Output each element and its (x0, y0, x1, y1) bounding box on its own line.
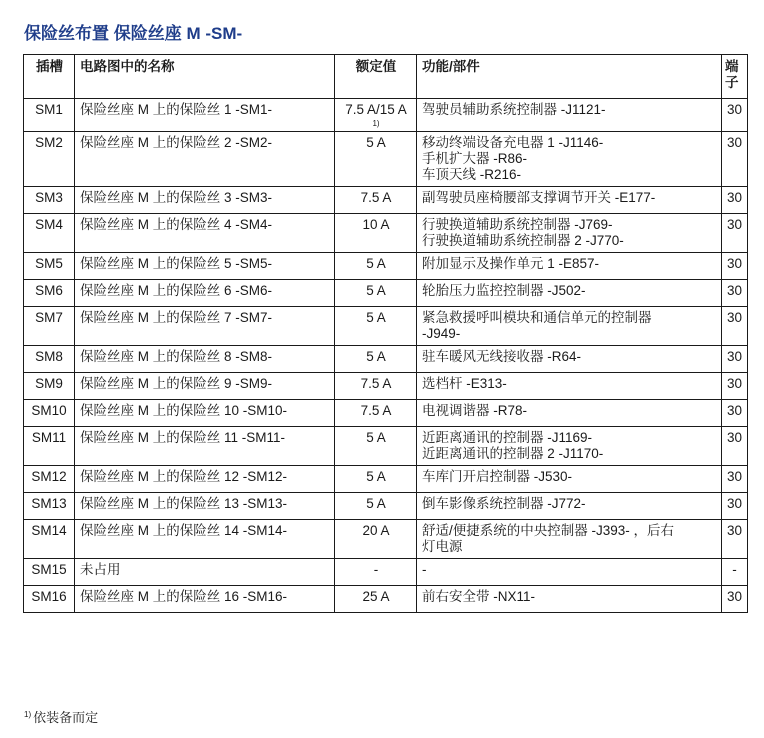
cell-terminal: 30 (722, 373, 748, 400)
footnote-marker: 1) (24, 710, 32, 719)
cell-slot: SM8 (24, 346, 75, 373)
cell-function (417, 214, 722, 253)
cell-slot: SM13 (24, 493, 75, 520)
table-row (24, 99, 748, 132)
header-name: 电路图中的名称 (75, 55, 335, 99)
cell-function (417, 307, 722, 346)
cell-name: 保险丝座 M 上的保险丝 3 -SM3- (75, 187, 335, 214)
cell-terminal: 30 (722, 520, 748, 559)
table-row (24, 520, 748, 559)
cell-terminal: 30 (722, 280, 748, 307)
cell-slot: SM4 (24, 214, 75, 253)
function-line: 车顶天线 -R216- (422, 167, 522, 182)
function-line: 电视调谐器 -R78- (422, 403, 528, 418)
rating-value: 10 A (362, 217, 390, 232)
rating-value: 5 A (366, 496, 386, 511)
cell-function (417, 373, 722, 400)
function-line: 倒车影像系统控制器 -J772- (422, 496, 586, 511)
cell-slot: SM7 (24, 307, 75, 346)
table-row (24, 373, 748, 400)
cell-name: 保险丝座 M 上的保险丝 14 -SM14- (75, 520, 335, 559)
cell-rating (335, 493, 417, 520)
cell-slot: SM3 (24, 187, 75, 214)
rating-value: 20 A (362, 523, 390, 538)
function-line: 手机扩大器 -R86- (422, 151, 528, 166)
cell-function (417, 559, 722, 586)
cell-name: 保险丝座 M 上的保险丝 5 -SM5- (75, 253, 335, 280)
cell-slot: SM5 (24, 253, 75, 280)
fuse-rows (24, 99, 748, 613)
table-row (24, 346, 748, 373)
function-line: 车库门开启控制器 -J530- (422, 469, 573, 484)
header-slot: 插槽 (24, 55, 75, 99)
cell-slot: SM15 (24, 559, 75, 586)
cell-terminal: 30 (722, 307, 748, 346)
cell-rating (335, 586, 417, 613)
cell-function (417, 253, 722, 280)
table-row (24, 187, 748, 214)
cell-name: 保险丝座 M 上的保险丝 10 -SM10- (75, 400, 335, 427)
cell-name: 保险丝座 M 上的保险丝 12 -SM12- (75, 466, 335, 493)
cell-function (417, 132, 722, 187)
cell-rating (335, 373, 417, 400)
cell-slot: SM9 (24, 373, 75, 400)
rating-value: 7.5 A (360, 403, 392, 418)
table-row (24, 307, 748, 346)
function-line: -J949- (422, 326, 461, 341)
cell-terminal: 30 (722, 346, 748, 373)
table-row (24, 586, 748, 613)
cell-terminal: 30 (722, 253, 748, 280)
function-line: 驻车暖风无线接收器 -R64- (422, 349, 582, 364)
table-row (24, 132, 748, 187)
rating-value: 5 A (366, 430, 386, 445)
function-line: 近距离通讯的控制器 -J1169- (422, 430, 593, 445)
cell-terminal: 30 (722, 99, 748, 132)
cell-name: 保险丝座 M 上的保险丝 7 -SM7- (75, 307, 335, 346)
function-line: 近距离通讯的控制器 2 -J1170- (422, 446, 604, 461)
header-function: 功能/部件 (417, 55, 722, 99)
cell-name: 保险丝座 M 上的保险丝 11 -SM11- (75, 427, 335, 466)
cell-rating (335, 99, 417, 132)
table-row (24, 493, 748, 520)
function-line: 副驾驶员座椅腰部支撑调节开关 -E177- (422, 190, 656, 205)
cell-function (417, 187, 722, 214)
table-header-row (24, 55, 748, 99)
rating-value: 7.5 A (360, 190, 392, 205)
rating-value: 5 A (366, 469, 386, 484)
table-row (24, 466, 748, 493)
rating-value: 5 A (366, 135, 386, 150)
cell-function (417, 346, 722, 373)
cell-rating (335, 400, 417, 427)
cell-function (417, 493, 722, 520)
cell-name: 未占用 (75, 559, 335, 586)
cell-rating (335, 253, 417, 280)
cell-slot: SM16 (24, 586, 75, 613)
cell-rating (335, 132, 417, 187)
cell-terminal: 30 (722, 187, 748, 214)
function-line: 附加显示及操作单元 1 -E857- (422, 256, 600, 271)
function-line: 灯电源 (422, 539, 463, 554)
function-line: 紧急救援呼叫模块和通信单元的控制器 (422, 310, 652, 325)
table-row (24, 214, 748, 253)
cell-rating (335, 427, 417, 466)
cell-function (417, 99, 722, 132)
footnote-text: 依装备而定 (33, 710, 99, 725)
cell-name: 保险丝座 M 上的保险丝 6 -SM6- (75, 280, 335, 307)
rating-value: 5 A (366, 256, 386, 271)
cell-slot: SM12 (24, 466, 75, 493)
cell-name: 保险丝座 M 上的保险丝 4 -SM4- (75, 214, 335, 253)
cell-name: 保险丝座 M 上的保险丝 13 -SM13- (75, 493, 335, 520)
cell-rating (335, 520, 417, 559)
cell-terminal: - (722, 559, 748, 586)
cell-function (417, 400, 722, 427)
cell-terminal: 30 (722, 214, 748, 253)
cell-terminal: 30 (722, 493, 748, 520)
function-line: 前右安全带 -NX11- (422, 589, 536, 604)
table-row (24, 280, 748, 307)
cell-name: 保险丝座 M 上的保险丝 16 -SM16- (75, 586, 335, 613)
cell-name: 保险丝座 M 上的保险丝 9 -SM9- (75, 373, 335, 400)
cell-slot: SM1 (24, 99, 75, 132)
cell-terminal: 30 (722, 586, 748, 613)
header-rating: 额定值 (335, 55, 417, 99)
function-line: 驾驶员辅助系统控制器 -J1121- (422, 102, 606, 117)
function-line: - (422, 562, 427, 577)
fuse-table (23, 54, 748, 613)
rating-value: 7.5 A (360, 376, 392, 391)
cell-name: 保险丝座 M 上的保险丝 1 -SM1- (75, 99, 335, 132)
cell-function (417, 586, 722, 613)
function-line: 轮胎压力监控控制器 -J502- (422, 283, 586, 298)
cell-rating (335, 559, 417, 586)
rating-value: 5 A (366, 310, 386, 325)
cell-terminal: 30 (722, 427, 748, 466)
cell-rating (335, 187, 417, 214)
table-row (24, 559, 748, 586)
function-line: 舒适/便捷系统的中央控制器 -J393- ，后右 (422, 523, 675, 538)
cell-slot: SM10 (24, 400, 75, 427)
cell-slot: SM11 (24, 427, 75, 466)
page-title: 保险丝布置 保险丝座 M -SM- (24, 24, 243, 43)
table-row (24, 427, 748, 466)
cell-rating (335, 346, 417, 373)
cell-slot: SM14 (24, 520, 75, 559)
function-line: 移动终端设备充电器 1 -J1146- (422, 135, 604, 150)
rating-value: 5 A (366, 349, 386, 364)
cell-function (417, 427, 722, 466)
rating-footnote-marker: 1) (372, 119, 380, 128)
cell-name: 保险丝座 M 上的保险丝 2 -SM2- (75, 132, 335, 187)
table-row (24, 253, 748, 280)
cell-slot: SM6 (24, 280, 75, 307)
header-terminal: 端子 (722, 55, 748, 99)
cell-rating (335, 466, 417, 493)
cell-rating (335, 307, 417, 346)
footnote (24, 707, 98, 726)
rating-value: 7.5 A/15 A (345, 102, 407, 117)
cell-name: 保险丝座 M 上的保险丝 8 -SM8- (75, 346, 335, 373)
rating-value: 5 A (366, 283, 386, 298)
function-line: 行驶换道辅助系统控制器 -J769- (422, 217, 613, 232)
cell-function (417, 280, 722, 307)
cell-function (417, 520, 722, 559)
cell-terminal: 30 (722, 466, 748, 493)
cell-function (417, 466, 722, 493)
cell-terminal: 30 (722, 132, 748, 187)
cell-slot: SM2 (24, 132, 75, 187)
rating-value: - (373, 562, 379, 577)
function-line: 选档杆 -E313- (422, 376, 507, 391)
function-line: 行驶换道辅助系统控制器 2 -J770- (422, 233, 624, 248)
cell-rating (335, 214, 417, 253)
table-row (24, 400, 748, 427)
rating-value: 25 A (362, 589, 390, 604)
cell-rating (335, 280, 417, 307)
cell-terminal: 30 (722, 400, 748, 427)
